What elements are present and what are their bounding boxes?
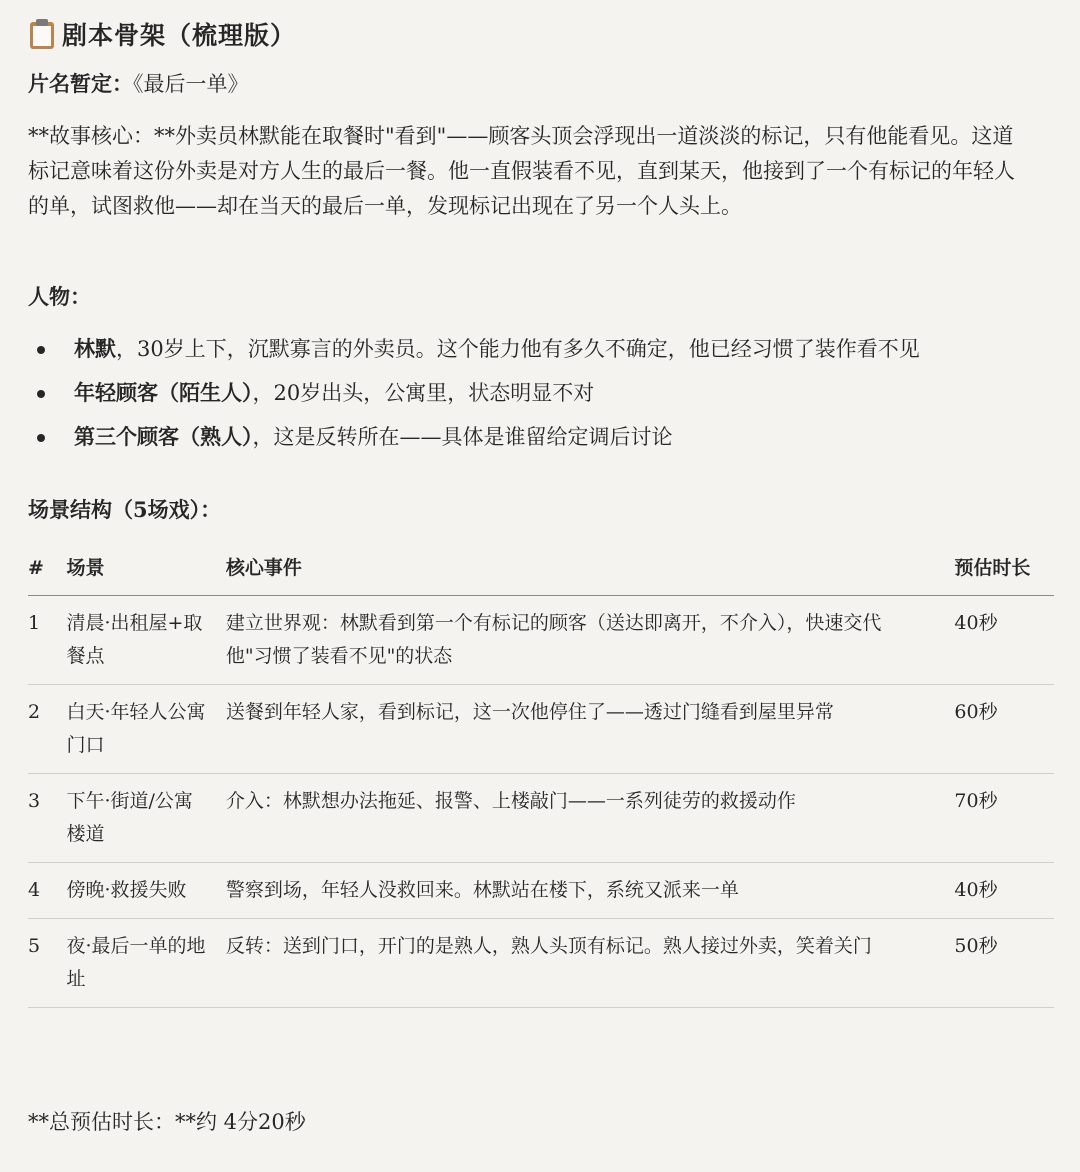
character-desc: ，20岁出头，公寓里，状态明显不对 — [252, 381, 595, 405]
table-row — [28, 919, 1054, 1008]
scene-duration: 60秒 — [954, 685, 1054, 774]
character-name: 林默 — [74, 336, 116, 361]
scene-duration: 40秒 — [954, 863, 1054, 919]
scene-duration: 50秒 — [954, 919, 1054, 1008]
table-row — [28, 596, 1054, 685]
character-desc: ，30岁上下，沉默寡言的外卖员。这个能力他有多久不确定，他已经习惯了装作看不见 — [116, 337, 920, 361]
character-name: 年轻顾客（陌生人） — [74, 380, 253, 405]
document-title: 剧本骨架（梳理版） — [62, 21, 297, 50]
film-title-label: 片名暂定： — [28, 71, 133, 96]
table-row — [28, 863, 1054, 919]
story-core-paragraph: **故事核心：**外卖员林默能在取餐时"看到"——顾客头顶会浮现出一道淡淡的标记，只有他能看见。这道标记意味着这份外卖是对方人生的最后一餐。他一直假装看不见，直到某天，他接到了一个有标记的年轻人的单，试图救他——却在当天的最后一单，发现标记出现在了另一个人头上。 — [28, 124, 1015, 218]
document-header — [28, 16, 296, 52]
scene-location: 清晨·出租屋+取餐点 — [66, 596, 225, 685]
characters-heading: 人物： — [28, 284, 91, 309]
character-name: 第三个顾客（熟人） — [74, 424, 253, 449]
characters-list — [28, 327, 920, 459]
scene-number: 2 — [28, 685, 66, 774]
scene-event: 介入：林默想办法拖延、报警、上楼敲门——一系列徒劳的救援动作 — [226, 774, 955, 863]
scene-duration: 70秒 — [954, 774, 1054, 863]
film-title-line — [28, 68, 249, 98]
scene-location: 下午·街道/公寓楼道 — [66, 774, 225, 863]
character-desc: ，这是反转所在——具体是谁留给定调后讨论 — [252, 425, 673, 449]
column-header-number: # — [28, 546, 66, 596]
scene-location: 白天·年轻人公寓门口 — [66, 685, 225, 774]
clipboard-icon — [28, 18, 56, 50]
column-header-event: 核心事件 — [226, 546, 955, 596]
column-header-duration: 预估时长 — [954, 546, 1054, 596]
table-row — [28, 774, 1054, 863]
bullet-icon — [37, 390, 45, 398]
scene-event: 警察到场，年轻人没救回来。林默站在楼下，系统又派来一单 — [226, 863, 955, 919]
total-duration-line: **总预估时长：**约 4分20秒 — [28, 1110, 306, 1134]
scene-event: 建立世界观：林默看到第一个有标记的顾客（送达即离开，不介入），快速交代他"习惯了装看不见"的状态 — [226, 596, 955, 685]
table-row — [28, 685, 1054, 774]
bullet-icon — [37, 434, 45, 442]
film-title-value: 《最后一单》 — [133, 72, 249, 96]
scene-number: 4 — [28, 863, 66, 919]
scenes-heading: 场景结构（5场戏）： — [28, 497, 222, 522]
scene-event: 反转：送到门口，开门的是熟人，熟人头顶有标记。熟人接过外卖，笑着关门 — [226, 919, 955, 1008]
scene-number: 1 — [28, 596, 66, 685]
scene-duration: 40秒 — [954, 596, 1054, 685]
scene-location: 夜·最后一单的地址 — [66, 919, 225, 1008]
list-item — [28, 415, 920, 459]
scene-number: 5 — [28, 919, 66, 1008]
bullet-icon — [37, 346, 45, 354]
list-item — [28, 371, 920, 415]
column-header-scene: 场景 — [66, 546, 225, 596]
scene-event: 送餐到年轻人家，看到标记，这一次他停住了——透过门缝看到屋里异常 — [226, 685, 955, 774]
list-item — [28, 327, 920, 371]
scene-number: 3 — [28, 774, 66, 863]
table-header-row — [28, 546, 1054, 596]
scene-location: 傍晚·救援失败 — [66, 863, 225, 919]
scenes-table — [28, 546, 1054, 1008]
